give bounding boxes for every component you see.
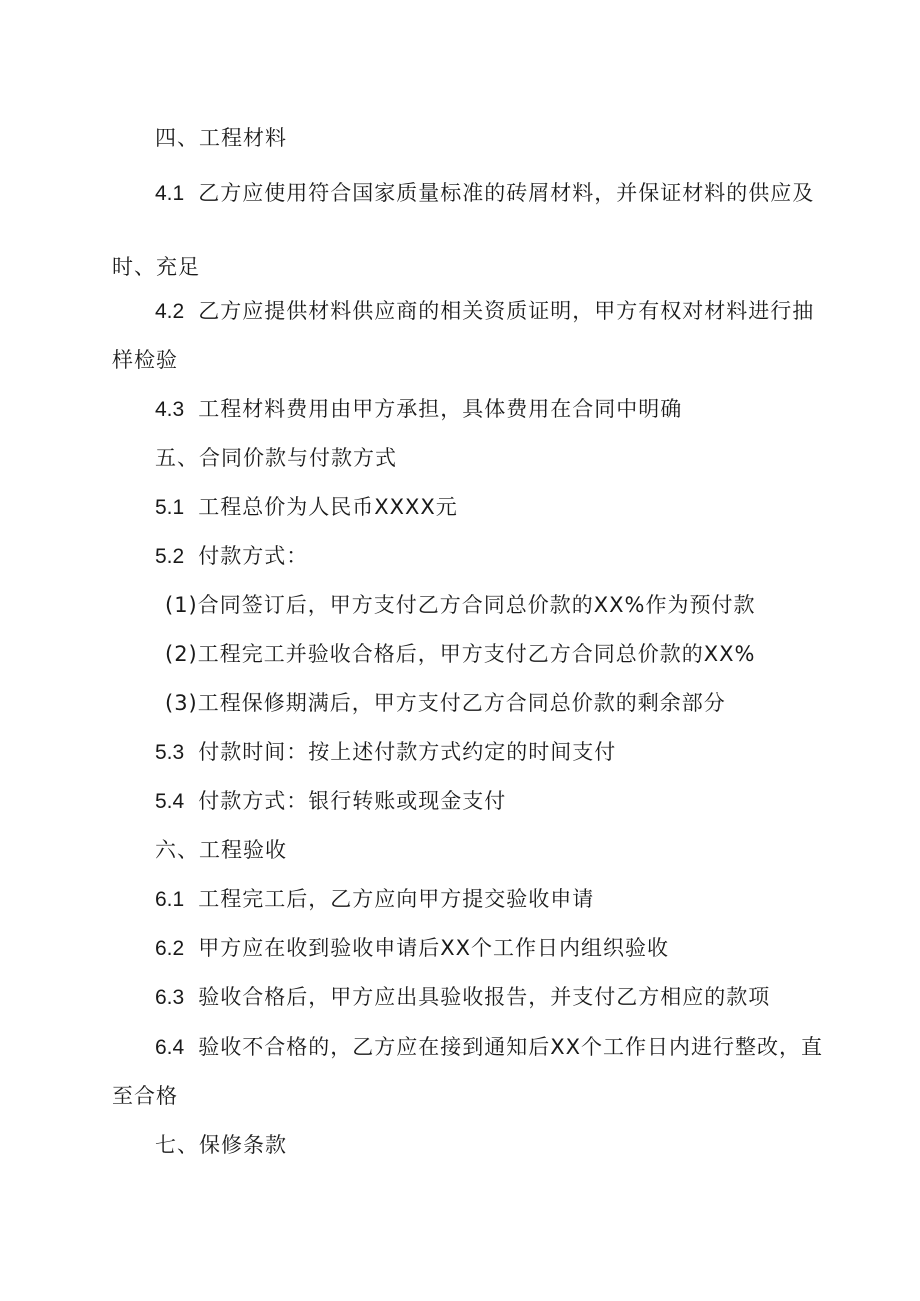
clause-5-2: [155, 541, 308, 572]
heading-section-5: 五、合同价款与付款方式: [155, 446, 397, 470]
heading-section-7: 七、保修条款: [155, 1133, 287, 1157]
clause-number: 6.1: [155, 888, 185, 911]
clause-text: 甲方应在收到验收申请后XX个工作日内组织验收: [198, 936, 669, 960]
clause-number: 6.2: [155, 937, 185, 960]
clause-number: 5.1: [155, 496, 185, 519]
clause-number: 4.3: [155, 398, 185, 421]
clause-6-1: [155, 884, 594, 915]
clause-6-4: [155, 1032, 823, 1063]
clause-5-3: [155, 737, 616, 768]
clause-number: 5.2: [155, 545, 185, 568]
heading-section-6: 六、工程验收: [155, 838, 287, 862]
clause-text: 工程材料费用由甲方承担，具体费用在合同中明确: [198, 397, 683, 421]
clause-6-3: [155, 982, 770, 1013]
clause-text: 乙方应使用符合国家质量标准的砖屑材料，并保证材料的供应及: [198, 181, 815, 205]
clause-number: 4.1: [155, 182, 185, 205]
clause-text: 工程总价为人民币XXXX元: [198, 495, 458, 519]
payment-item-3: (3)工程保修期满后，甲方支付乙方合同总价款的剩余部分: [165, 691, 726, 715]
clause-4-2-continuation: 样检验: [112, 348, 178, 372]
clause-5-1: [155, 492, 458, 523]
clause-6-2: [155, 933, 669, 964]
clause-number: 6.4: [155, 1036, 185, 1059]
clause-4-1-continuation: 时、充足: [112, 255, 200, 279]
clause-text: 工程完工后，乙方应向甲方提交验收申请: [198, 887, 595, 911]
clause-text: 付款时间：按上述付款方式约定的时间支付: [198, 740, 617, 764]
clause-text: 付款方式：银行转账或现金支付: [198, 789, 507, 813]
clause-text: 乙方应提供材料供应商的相关资质证明，甲方有权对材料进行抽: [198, 299, 815, 323]
clause-number: 6.3: [155, 986, 185, 1009]
clause-number: 5.4: [155, 790, 185, 813]
clause-text: 付款方式：: [198, 544, 309, 568]
payment-item-2: (2)工程完工并验收合格后，甲方支付乙方合同总价款的XX%: [165, 642, 756, 666]
clause-5-4: [155, 786, 506, 817]
clause-number: 5.3: [155, 741, 185, 764]
clause-4-3: [155, 394, 682, 425]
clause-6-4-continuation: 至合格: [112, 1084, 178, 1108]
clause-text: 验收合格后，甲方应出具验收报告，并支付乙方相应的款项: [198, 985, 771, 1009]
payment-item-1: (1)合同签订后，甲方支付乙方合同总价款的XX%作为预付款: [165, 593, 756, 617]
clause-4-1: [155, 178, 814, 209]
clause-number: 4.2: [155, 300, 185, 323]
heading-section-4: 四、工程材料: [155, 126, 287, 150]
clause-4-2: [155, 296, 814, 327]
clause-text: 验收不合格的，乙方应在接到通知后XX个工作日内进行整改，直: [198, 1035, 823, 1059]
